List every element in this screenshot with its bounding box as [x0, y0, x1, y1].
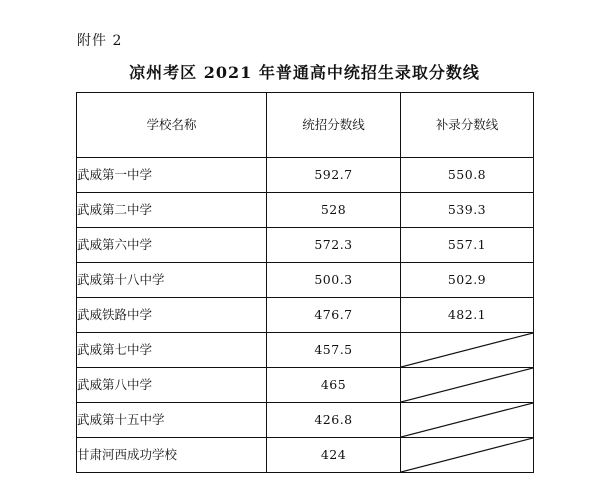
table-header-row	[77, 93, 534, 158]
score-table	[76, 92, 534, 473]
school-name-cell: 武威第一中学	[77, 158, 267, 193]
school-name-cell: 武威第二中学	[77, 193, 267, 228]
empty-cell-diagonal	[401, 368, 534, 403]
page-title: 凉州考区 2021 年普通高中统招生录取分数线	[129, 63, 480, 82]
school-name-cell: 武威第十八中学	[77, 263, 267, 298]
table-row	[77, 228, 534, 263]
table-row	[77, 263, 534, 298]
table-row	[77, 298, 534, 333]
supplementary-score-cell: 550.8	[401, 158, 534, 193]
school-name-cell: 武威第八中学	[77, 368, 267, 403]
attachment-label: 附件 2	[77, 33, 123, 49]
regular-score-cell: 476.7	[267, 298, 401, 333]
header-school-name: 学校名称	[77, 93, 267, 158]
supplementary-score-cell: 539.3	[401, 193, 534, 228]
regular-score-cell: 592.7	[267, 158, 401, 193]
table-row	[77, 193, 534, 228]
regular-score-cell: 457.5	[267, 333, 401, 368]
table-row	[77, 403, 534, 438]
regular-score-cell: 465	[267, 368, 401, 403]
school-name-cell: 武威第六中学	[77, 228, 267, 263]
table-row	[77, 333, 534, 368]
school-name-cell: 甘肃河西成功学校	[77, 438, 267, 473]
table-row	[77, 368, 534, 403]
table-row	[77, 438, 534, 473]
regular-score-cell: 528	[267, 193, 401, 228]
school-name-cell: 武威第十五中学	[77, 403, 267, 438]
regular-score-cell: 572.3	[267, 228, 401, 263]
header-regular-score: 统招分数线	[267, 93, 401, 158]
regular-score-cell: 426.8	[267, 403, 401, 438]
supplementary-score-cell: 557.1	[401, 228, 534, 263]
diagonal-slash	[401, 333, 533, 367]
regular-score-cell: 424	[267, 438, 401, 473]
empty-cell-diagonal	[401, 333, 534, 368]
school-name-cell: 武威第七中学	[77, 333, 267, 368]
supplementary-score-cell: 502.9	[401, 263, 534, 298]
diagonal-slash	[401, 403, 533, 437]
school-name-cell: 武威铁路中学	[77, 298, 267, 333]
table-body	[77, 158, 534, 473]
empty-cell-diagonal	[401, 403, 534, 438]
supplementary-score-cell: 482.1	[401, 298, 534, 333]
header-supplementary-score: 补录分数线	[401, 93, 534, 158]
regular-score-cell: 500.3	[267, 263, 401, 298]
diagonal-slash	[401, 438, 533, 472]
empty-cell-diagonal	[401, 438, 534, 473]
diagonal-slash	[401, 368, 533, 402]
table-row	[77, 158, 534, 193]
